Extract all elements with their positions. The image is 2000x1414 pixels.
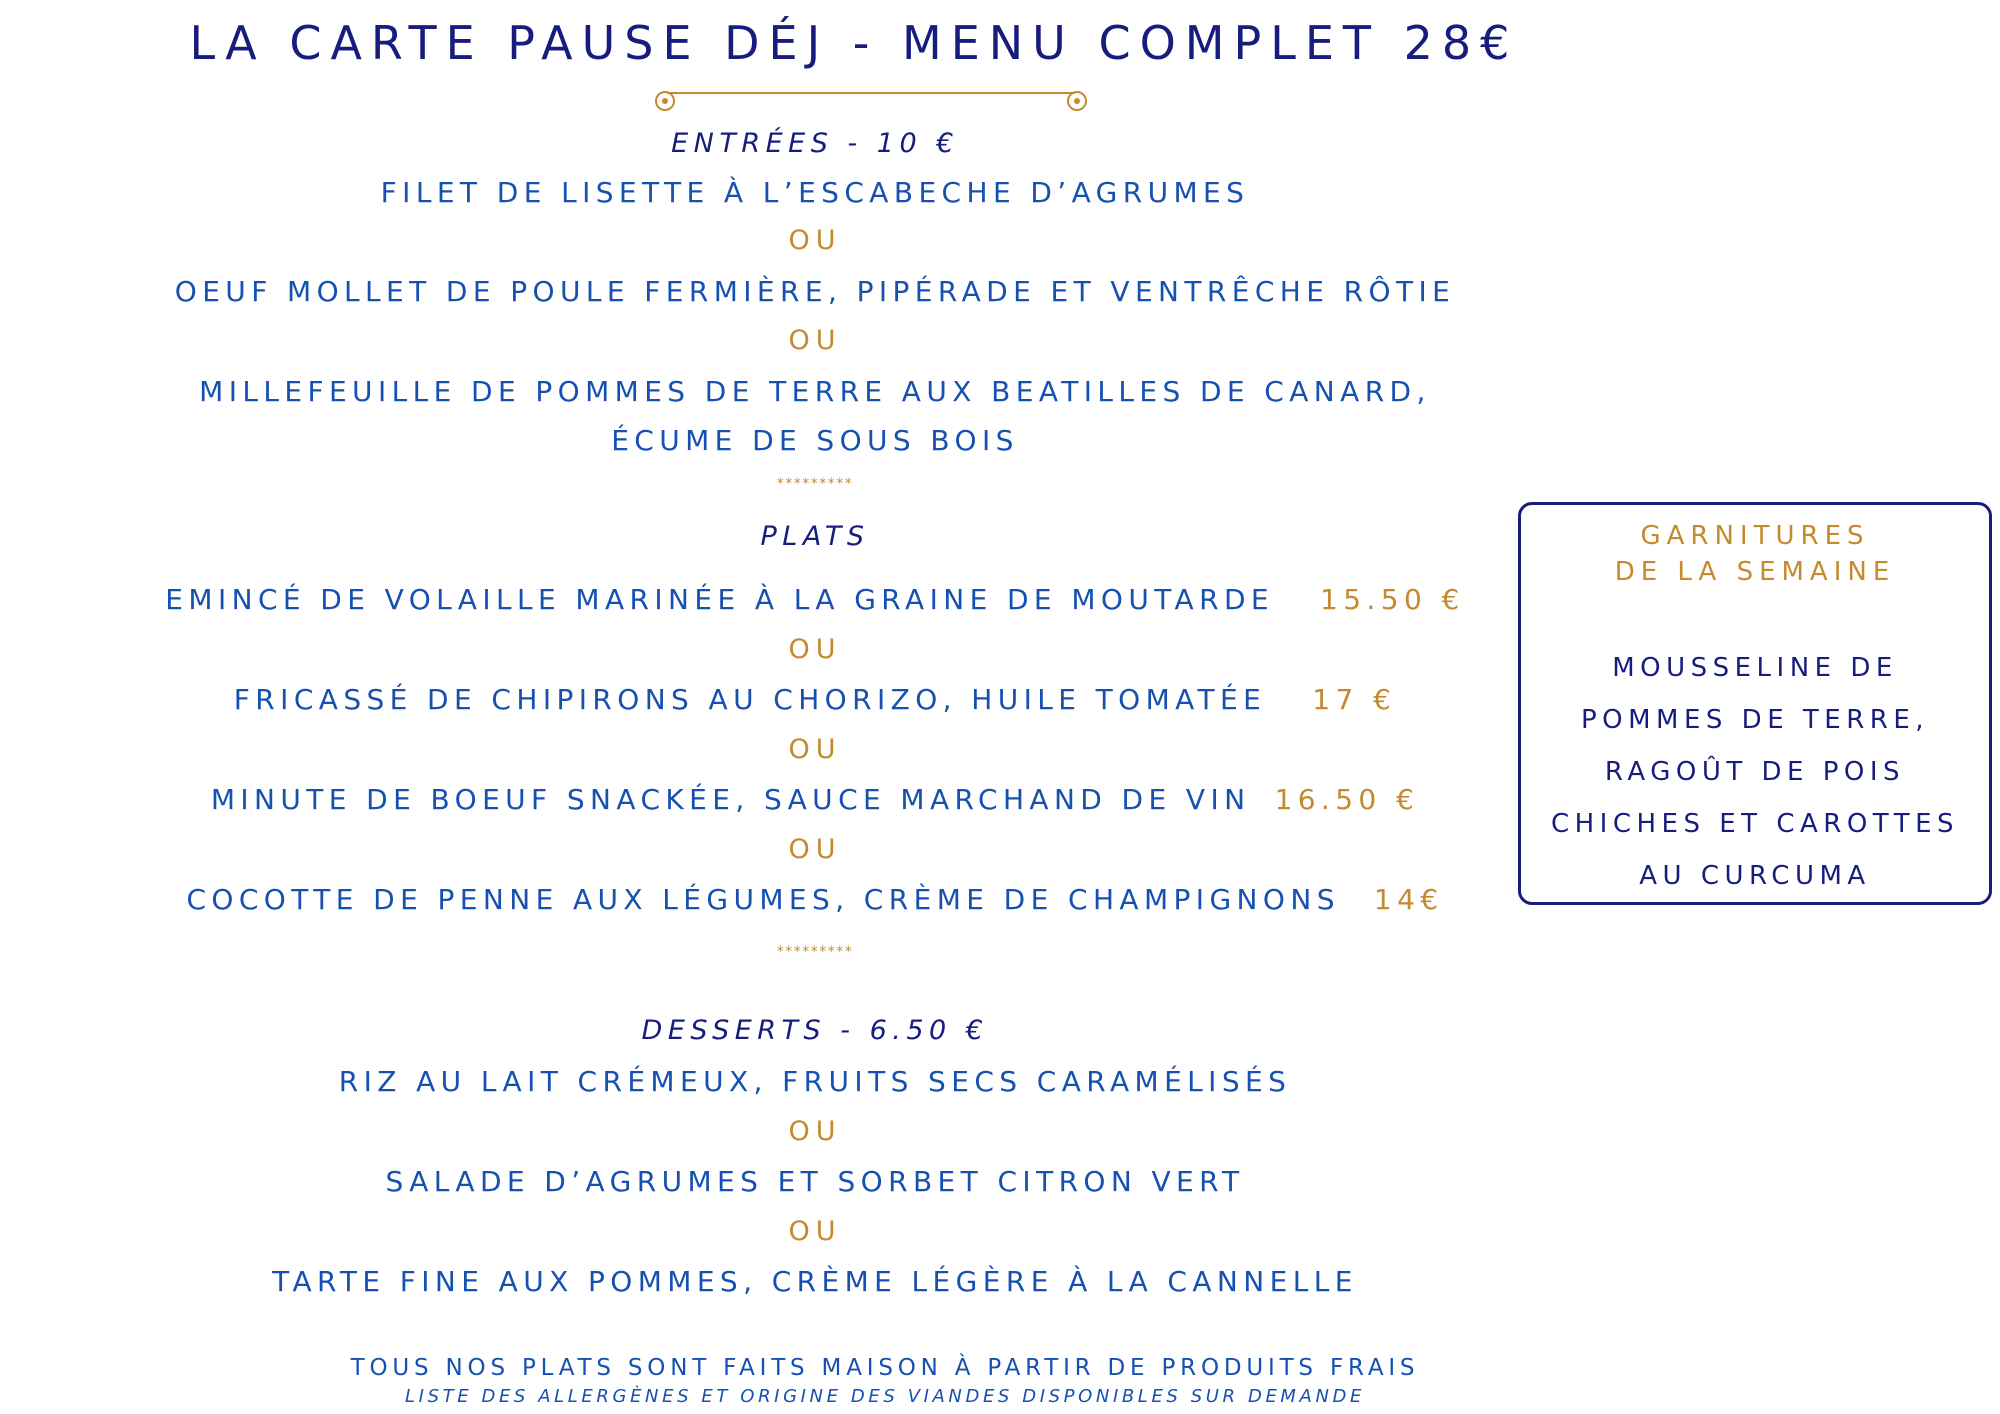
entree-item-continued: ÉCUME DE SOUS BOIS bbox=[611, 424, 1019, 457]
plat-item bbox=[0, 883, 1630, 916]
or-separator: OU bbox=[788, 734, 842, 765]
plat-item bbox=[0, 583, 1630, 616]
garnitures-subtitle: DE LA SEMAINE bbox=[1614, 557, 1896, 587]
entree-item: FILET DE LISETTE À L’ESCABECHE D’AGRUMES bbox=[380, 176, 1250, 209]
plat-price: 14€ bbox=[1373, 883, 1444, 916]
garniture-line: CHICHES ET CAROTTES bbox=[1550, 809, 1960, 839]
garniture-line: AU CURCUMA bbox=[1639, 861, 1871, 891]
entrees-heading: ENTRÉES - 10 € bbox=[671, 128, 959, 159]
garniture-line: MOUSSELINE DE bbox=[1612, 653, 1898, 683]
plat-item bbox=[0, 783, 1630, 816]
dessert-item: TARTE FINE AUX POMMES, CRÈME LÉGÈRE À LA CANNELLE bbox=[272, 1265, 1358, 1298]
or-separator: OU bbox=[788, 325, 842, 356]
or-separator: OU bbox=[788, 1216, 842, 1247]
stars-divider: ********* bbox=[776, 944, 854, 960]
ornamental-divider bbox=[653, 87, 1089, 115]
plat-name: EMINCÉ DE VOLAILLE MARINÉE À LA GRAINE DE MOUTARDE bbox=[165, 583, 1274, 616]
plat-price: 17 € bbox=[1312, 683, 1397, 716]
plat-name: MINUTE DE BOEUF SNACKÉE, SAUCE MARCHAND DE VIN bbox=[210, 783, 1251, 816]
or-separator: OU bbox=[788, 634, 842, 665]
entree-item: OEUF MOLLET DE POULE FERMIÈRE, PIPÉRADE ET VENTRÊCHE RÔTIE bbox=[174, 275, 1456, 308]
dessert-item: SALADE D’AGRUMES ET SORBET CITRON VERT bbox=[385, 1165, 1245, 1198]
menu-title: LA CARTE PAUSE DÉJ - MENU COMPLET 28€ bbox=[189, 16, 1519, 70]
plat-item bbox=[0, 683, 1630, 716]
footer-allergens-note: LISTE DES ALLERGÈNES ET ORIGINE DES VIANDES DISPONIBLES SUR DEMANDE bbox=[405, 1386, 1365, 1407]
plats-heading: PLATS bbox=[760, 521, 870, 552]
plat-name: FRICASSÉ DE CHIPIRONS AU CHORIZO, HUILE TOMATÉE bbox=[233, 683, 1267, 716]
desserts-heading: DESSERTS - 6.50 € bbox=[641, 1015, 989, 1046]
garnitures-title: GARNITURES bbox=[1640, 521, 1870, 551]
or-separator: OU bbox=[788, 1116, 842, 1147]
or-separator: OU bbox=[788, 834, 842, 865]
garniture-line: POMMES DE TERRE, bbox=[1580, 705, 1930, 735]
garnitures-box bbox=[1518, 502, 1992, 905]
stars-divider: ********* bbox=[776, 476, 854, 492]
plat-name: COCOTTE DE PENNE AUX LÉGUMES, CRÈME DE CHAMPIGNONS bbox=[186, 883, 1340, 916]
plat-price: 16.50 € bbox=[1274, 783, 1420, 816]
plat-price: 15.50 € bbox=[1320, 583, 1465, 616]
garniture-line: RAGOÛT DE POIS bbox=[1604, 757, 1906, 787]
dessert-item: RIZ AU LAIT CRÉMEUX, FRUITS SECS CARAMÉLISÉS bbox=[338, 1065, 1292, 1098]
footer-homemade-note: TOUS NOS PLATS SONT FAITS MAISON À PARTIR DE PRODUITS FRAIS bbox=[350, 1355, 1420, 1381]
entree-item: MILLEFEUILLE DE POMMES DE TERRE AUX BEATILLES DE CANARD, bbox=[199, 375, 1431, 408]
or-separator: OU bbox=[788, 225, 842, 256]
